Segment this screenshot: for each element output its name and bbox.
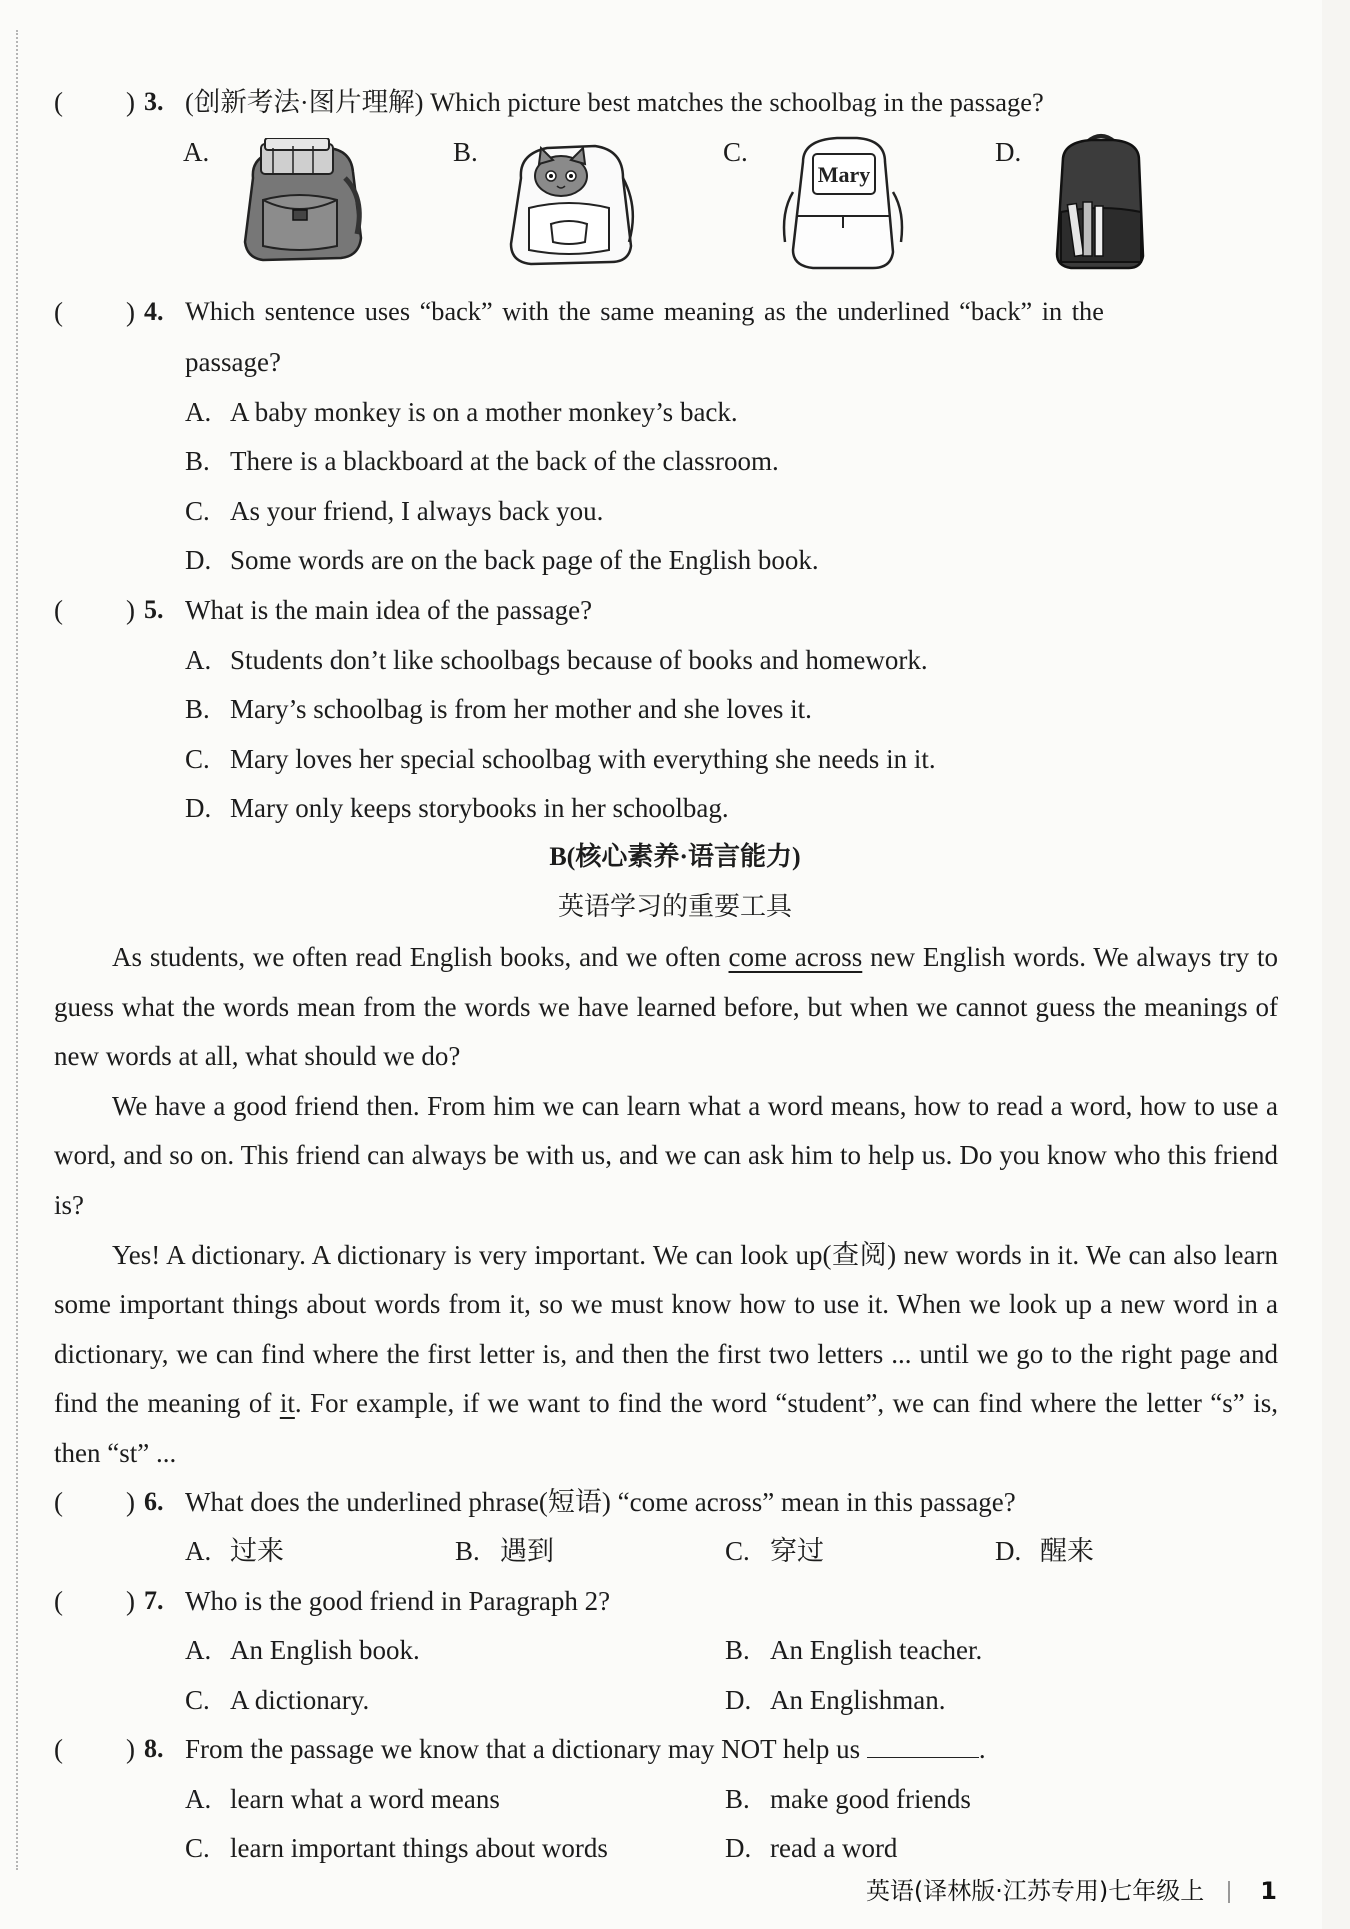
option-b[interactable]: B. There is a blackboard at the back of the classroom. (185, 446, 779, 476)
underlined-phrase: come across (728, 942, 863, 972)
passage-paragraph-3: Yes! A dictionary. A dictionary is very important. We can look up(查阅) new words in it. We can also learn some important things about words from it, so we must know how to use it. When we look up a new word in a dictionary, we can find where the first letter is, and then the first two letters ... until we go to the right page and find the meaning of it. For example, if we want to find the word “student”, we can find where the letter “s” is, then “st” ... (54, 1239, 1278, 1468)
option-letter: A. (183, 137, 210, 167)
question-text-line-1: Which sentence uses “back” with the same meaning as the underlined “back” in the (185, 297, 1104, 326)
question-number: 3. (144, 87, 164, 116)
underlined-word: it (279, 1388, 295, 1419)
answer-bracket-open: ( (54, 1586, 63, 1616)
answer-bracket-close: ) (126, 1734, 135, 1764)
option-letter: C. (723, 137, 748, 167)
question-text: What does the underlined phrase(短语) “come across” mean in this passage? (185, 1487, 1016, 1517)
answer-bracket-close: ) (126, 87, 135, 117)
option-a[interactable]: A. An English book. (185, 1635, 420, 1665)
option-c[interactable]: C. Mary loves her special schoolbag with everything she needs in it. (185, 744, 936, 774)
question-number: 7. (144, 1586, 164, 1615)
schoolbag-dark-books-icon (1051, 132, 1151, 272)
option-d[interactable]: D. Mary only keeps storybooks in her schoolbag. (185, 793, 729, 823)
section-subtitle: 英语学习的重要工具 (557, 892, 792, 921)
question-text: From the passage we know that a dictionary may NOT help us . (185, 1729, 986, 1769)
reading-passage (54, 933, 1278, 1479)
schoolbag-cat-icon (499, 138, 641, 268)
option-a[interactable]: A. A baby monkey is on a mother monkey’s back. (185, 397, 738, 427)
option-b[interactable]: B. An English teacher. (725, 1635, 983, 1665)
page-footer (866, 1874, 1277, 1908)
question-number: 6. (144, 1487, 164, 1516)
option-c[interactable]: C. 穿过 (725, 1536, 824, 1566)
answer-bracket-open: ( (54, 595, 63, 625)
option-b[interactable]: B. make good friends (725, 1784, 971, 1814)
option-d[interactable]: D. read a word (725, 1833, 898, 1863)
answer-bracket-close: ) (126, 1487, 135, 1517)
question-text: (创新考法·图片理解) Which picture best matches the schoolbag in the passage? (185, 87, 1044, 117)
answer-bracket-open: ( (54, 1734, 63, 1764)
option-b[interactable]: B. 遇到 (455, 1536, 554, 1566)
option-d[interactable]: D. Some words are on the back page of the English book. (185, 545, 819, 575)
option-d[interactable]: D. 醒来 (995, 1536, 1094, 1566)
option-letter: D. (995, 137, 1022, 167)
answer-bracket-close: ) (126, 1586, 135, 1616)
name-tag-text: Mary (817, 162, 871, 187)
footer-divider (1228, 1881, 1230, 1903)
question-number: 8. (144, 1734, 164, 1763)
answer-blank[interactable] (867, 1731, 979, 1758)
schoolbag-name-tag-icon (777, 132, 909, 272)
page-number: 1 (1260, 1877, 1277, 1905)
question-text-line-2: passage? (185, 347, 281, 377)
question-number: 5. (144, 595, 164, 624)
section-heading: B(核心素养·语言能力) (549, 842, 801, 871)
question-text: What is the main idea of the passage? (185, 595, 593, 625)
option-b[interactable]: B. Mary’s schoolbag is from her mother and she loves it. (185, 694, 812, 724)
option-c[interactable]: C. As your friend, I always back you. (185, 496, 604, 526)
answer-bracket-open: ( (54, 1487, 63, 1517)
answer-bracket-close: ) (126, 297, 135, 327)
answer-bracket-open: ( (54, 297, 63, 327)
question-text: Who is the good friend in Paragraph 2? (185, 1586, 611, 1616)
question-number: 4. (144, 297, 164, 326)
option-c[interactable]: C. A dictionary. (185, 1685, 370, 1715)
passage-paragraph-2: We have a good friend then. From him we can learn what a word means, how to read a word, how to use a word, and so on. This friend can always be with us, and we can ask him to help us. Do you know who this friend is? (54, 1090, 1278, 1220)
option-c[interactable]: C. learn important things about words (185, 1833, 608, 1863)
answer-bracket-close: ) (126, 595, 135, 625)
option-a[interactable]: A. Students don’t like schoolbags because of books and homework. (185, 645, 928, 675)
option-a[interactable]: A. learn what a word means (185, 1784, 500, 1814)
option-a[interactable]: A. 过来 (185, 1536, 284, 1566)
book-title: 英语(译林版·江苏专用)七年级上 (865, 1877, 1205, 1905)
answer-bracket-open: ( (54, 87, 63, 117)
binding-margin-line (16, 30, 18, 1870)
passage-paragraph-1: As students, we often read English books, and we often come across new English words. We always try to guess what the words mean from the words we have learned before, but when we cannot guess the meanings of new words at all, what should we do? (54, 942, 1278, 1072)
option-d[interactable]: D. An Englishman. (725, 1685, 946, 1715)
option-letter: B. (453, 137, 478, 167)
schoolbag-full-books-icon (233, 138, 368, 266)
